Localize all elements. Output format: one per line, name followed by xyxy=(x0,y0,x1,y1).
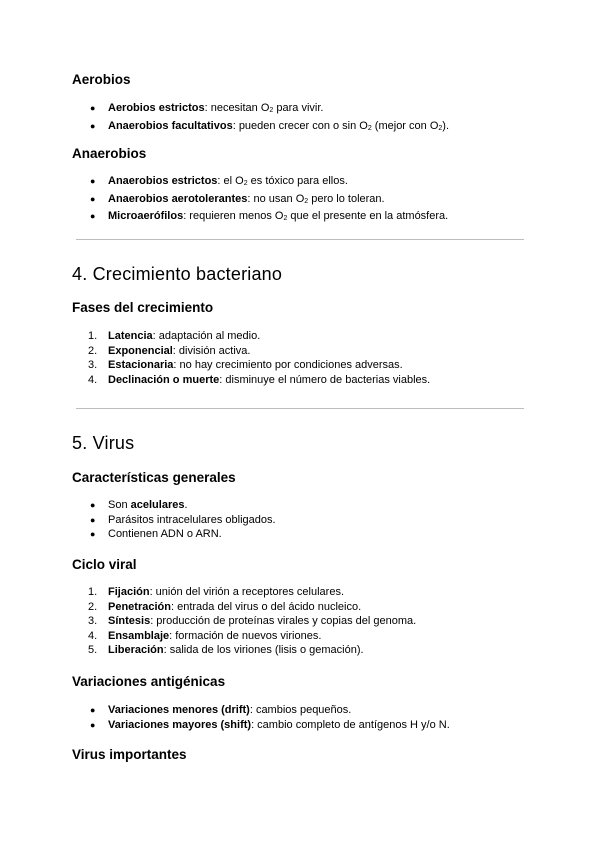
section-divider xyxy=(76,239,524,240)
list-item: ● Microaerófilos: requieren menos $O_2$ que el presente en la atmósfera. xyxy=(90,210,449,223)
fases-heading: Fases del crecimiento xyxy=(72,300,214,315)
list-item: 2. Exponencial: división activa. xyxy=(88,344,251,357)
bullet-icon: ● xyxy=(90,120,96,131)
list-item: 4. Declinación o muerte: disminuye el número de bacterias viables. xyxy=(88,373,431,386)
list-item: 1. Latencia: adaptación al medio. xyxy=(88,330,261,342)
list-item: ● Anaerobios estrictos: el $O_2$ es tóxico para ellos. xyxy=(90,175,348,187)
list-item: ● Anaerobios facultativos: pueden crecer con o $\sin O_2$ (mejor con $O_2$). xyxy=(90,119,450,132)
aerobios-heading: Aerobios xyxy=(72,72,131,87)
bullet-icon: ● xyxy=(90,514,96,525)
caracteristicas-list xyxy=(88,498,276,542)
bullet-icon: ● xyxy=(90,529,96,540)
bullet-icon: ● xyxy=(90,176,96,186)
list-item: ● Parásitos intracelulares obligados. xyxy=(90,513,276,526)
list-item: 5. Liberación: salida de los viriones (lisis o gemación). xyxy=(88,644,364,657)
section-divider xyxy=(76,408,524,409)
list-item: 4. Ensamblaje: formación de nuevos viriones. xyxy=(88,629,322,642)
anaerobios-heading: Anaerobios xyxy=(72,146,147,161)
ciclo-heading: Ciclo viral xyxy=(72,557,137,572)
list-item: 2. Penetración: entrada del virus o del ácido nucleico. xyxy=(88,600,362,613)
list-item: ● Son acelulares. xyxy=(90,499,188,511)
list-item: ● Variaciones mayores (shift): cambio completo de antígenos H y/o N. xyxy=(90,718,450,731)
bullet-icon: ● xyxy=(90,193,96,204)
list-item: 1. Fijación: unión del virión a receptores celulares. xyxy=(88,586,345,598)
importantes-heading: Virus importantes xyxy=(72,747,187,762)
list-item: ● Aerobios estrictos: necesitan $O_2$ para vivir. xyxy=(90,102,324,114)
variaciones-list xyxy=(88,703,450,732)
virus-heading: 5. Virus xyxy=(72,433,135,453)
list-item: 3. Síntesis: producción de proteínas virales y copias del genoma. xyxy=(88,615,417,628)
list-item: ● Anaerobios aerotolerantes: no usan $O_2$ pero lo toleran. xyxy=(90,192,385,205)
list-item: 3. Estacionaria: no hay crecimiento por condiciones adversas. xyxy=(88,359,403,372)
fases-list xyxy=(88,329,430,387)
bullet-icon: ● xyxy=(90,500,96,510)
bullet-icon: ● xyxy=(90,103,96,113)
list-item: ● Variaciones menores (drift): cambios pequeños. xyxy=(90,704,352,716)
list-item: ● Contienen ADN o ARN. xyxy=(90,528,222,541)
crecimiento-heading: 4. Crecimiento bacteriano xyxy=(72,264,283,284)
anaerobios-list xyxy=(88,174,448,227)
bullet-icon: ● xyxy=(90,719,96,730)
bullet-icon: ● xyxy=(90,211,96,222)
variaciones-heading: Variaciones antigénicas xyxy=(72,674,226,689)
aerobios-list xyxy=(88,101,449,136)
caracteristicas-heading: Características generales xyxy=(72,470,236,485)
bullet-icon: ● xyxy=(90,705,96,715)
ciclo-list xyxy=(88,585,416,658)
